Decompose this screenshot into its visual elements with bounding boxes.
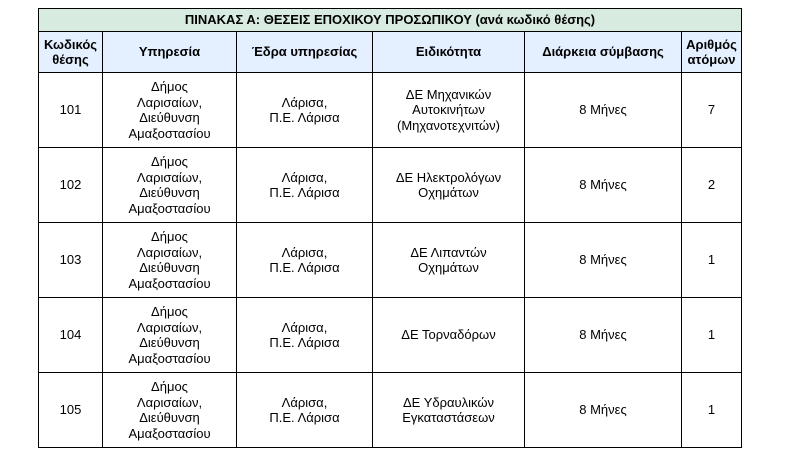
cell-service-line: Αμαξοστασίου (128, 125, 211, 141)
cell-seat-line: Λάρισα, (281, 394, 328, 410)
header-code-line: Κωδικός (43, 36, 98, 52)
table-title: ΠΙΝΑΚΑΣ Α: ΘΕΣΕΙΣ ΕΠΟΧΙΚΟΥ ΠΡΟΣΩΠΙΚΟΥ (ανά κωδικό θέσης) (39, 9, 742, 32)
cell-seat (237, 298, 373, 373)
table-row (39, 373, 742, 448)
cell-seat-line: Λάρισα, (281, 244, 328, 260)
cell-duration: 8 Μήνες (525, 148, 682, 223)
cell-code: 102 (39, 148, 103, 223)
cell-service-line: Δήμος (151, 154, 188, 169)
positions-table-container (38, 8, 741, 448)
cell-specialty (373, 373, 525, 448)
cell-count: 7 (682, 73, 742, 148)
cell-seat (237, 223, 373, 298)
cell-seat-line: Λάρισα, (281, 94, 328, 110)
cell-service-line: Διεύθυνση (139, 335, 200, 350)
cell-count: 2 (682, 148, 742, 223)
cell-service-line: Διεύθυνση (139, 185, 200, 200)
cell-specialty-line: ΔΕ Τορναδόρων (401, 327, 496, 343)
cell-specialty-line: (Μηχανοτεχνιτών) (397, 117, 500, 133)
cell-specialty-line: Εγκαταστάσεων (402, 410, 495, 425)
cell-service-line: Δήμος (151, 229, 188, 244)
cell-seat (237, 73, 373, 148)
cell-seat (237, 373, 373, 448)
cell-service (103, 373, 237, 448)
cell-service-line: Λαρισαίων, (136, 319, 203, 335)
cell-service-line: Διεύθυνση (139, 410, 200, 425)
cell-service-line: Λαρισαίων, (136, 169, 203, 185)
cell-service (103, 298, 237, 373)
cell-service-line: Αμαξοστασίου (128, 275, 211, 291)
cell-service (103, 73, 237, 148)
cell-seat-line: Π.Ε. Λάρισα (269, 185, 340, 200)
table-row (39, 298, 742, 373)
cell-count: 1 (682, 298, 742, 373)
cell-service-line: Λαρισαίων, (136, 394, 203, 410)
cell-seat-line: Λάρισα, (281, 169, 328, 185)
cell-service-line: Λαρισαίων, (136, 94, 203, 110)
cell-service-line: Αμαξοστασίου (128, 200, 211, 216)
table-header-row (39, 32, 742, 73)
cell-duration: 8 Μήνες (525, 298, 682, 373)
cell-specialty-line: ΔΕ Μηχανικών (405, 86, 492, 102)
cell-service-line: Αμαξοστασίου (128, 350, 211, 366)
table-row (39, 148, 742, 223)
cell-service (103, 148, 237, 223)
cell-seat-line: Π.Ε. Λάρισα (269, 110, 340, 125)
cell-code: 101 (39, 73, 103, 148)
cell-service-line: Διεύθυνση (139, 260, 200, 275)
header-seat: Έδρα υπηρεσίας (237, 32, 373, 73)
header-duration: Διάρκεια σύμβασης (525, 32, 682, 73)
cell-seat-line: Π.Ε. Λάρισα (269, 260, 340, 275)
cell-specialty (373, 223, 525, 298)
cell-code: 103 (39, 223, 103, 298)
cell-seat-line: Λάρισα, (281, 319, 328, 335)
header-code (39, 32, 103, 73)
cell-service-line: Δήμος (151, 304, 188, 319)
cell-code: 105 (39, 373, 103, 448)
table-row (39, 223, 742, 298)
cell-specialty-line: ΔΕ Υδραυλικών (402, 394, 495, 410)
cell-specialty-line: Οχημάτων (418, 260, 479, 275)
table-title-row (39, 9, 742, 32)
cell-count: 1 (682, 373, 742, 448)
header-count (682, 32, 742, 73)
cell-specialty-line: Οχημάτων (418, 185, 479, 200)
cell-service-line: Δήμος (151, 379, 188, 394)
cell-duration: 8 Μήνες (525, 373, 682, 448)
cell-duration: 8 Μήνες (525, 73, 682, 148)
table-row (39, 73, 742, 148)
cell-seat-line: Π.Ε. Λάρισα (269, 335, 340, 350)
cell-specialty (373, 298, 525, 373)
cell-seat (237, 148, 373, 223)
header-service: Υπηρεσία (103, 32, 237, 73)
header-code-line: θέσης (52, 52, 89, 67)
cell-service-line: Αμαξοστασίου (128, 425, 211, 441)
header-specialty: Ειδικότητα (373, 32, 525, 73)
cell-specialty-line: ΔΕ Ηλεκτρολόγων (395, 169, 502, 185)
cell-specialty-line: ΔΕ Λιπαντών (410, 244, 487, 260)
header-count-line: ατόμων (687, 52, 736, 67)
cell-code: 104 (39, 298, 103, 373)
header-count-line: Αριθμός (686, 36, 737, 52)
cell-specialty (373, 73, 525, 148)
cell-specialty (373, 148, 525, 223)
positions-table (38, 8, 742, 448)
cell-service (103, 223, 237, 298)
cell-service-line: Λαρισαίων, (136, 244, 203, 260)
cell-service-line: Διεύθυνση (139, 110, 200, 125)
table-body (39, 73, 742, 448)
cell-specialty-line: Αυτοκινήτων (412, 102, 485, 118)
cell-service-line: Δήμος (151, 79, 188, 94)
cell-seat-line: Π.Ε. Λάρισα (269, 410, 340, 425)
cell-count: 1 (682, 223, 742, 298)
cell-duration: 8 Μήνες (525, 223, 682, 298)
